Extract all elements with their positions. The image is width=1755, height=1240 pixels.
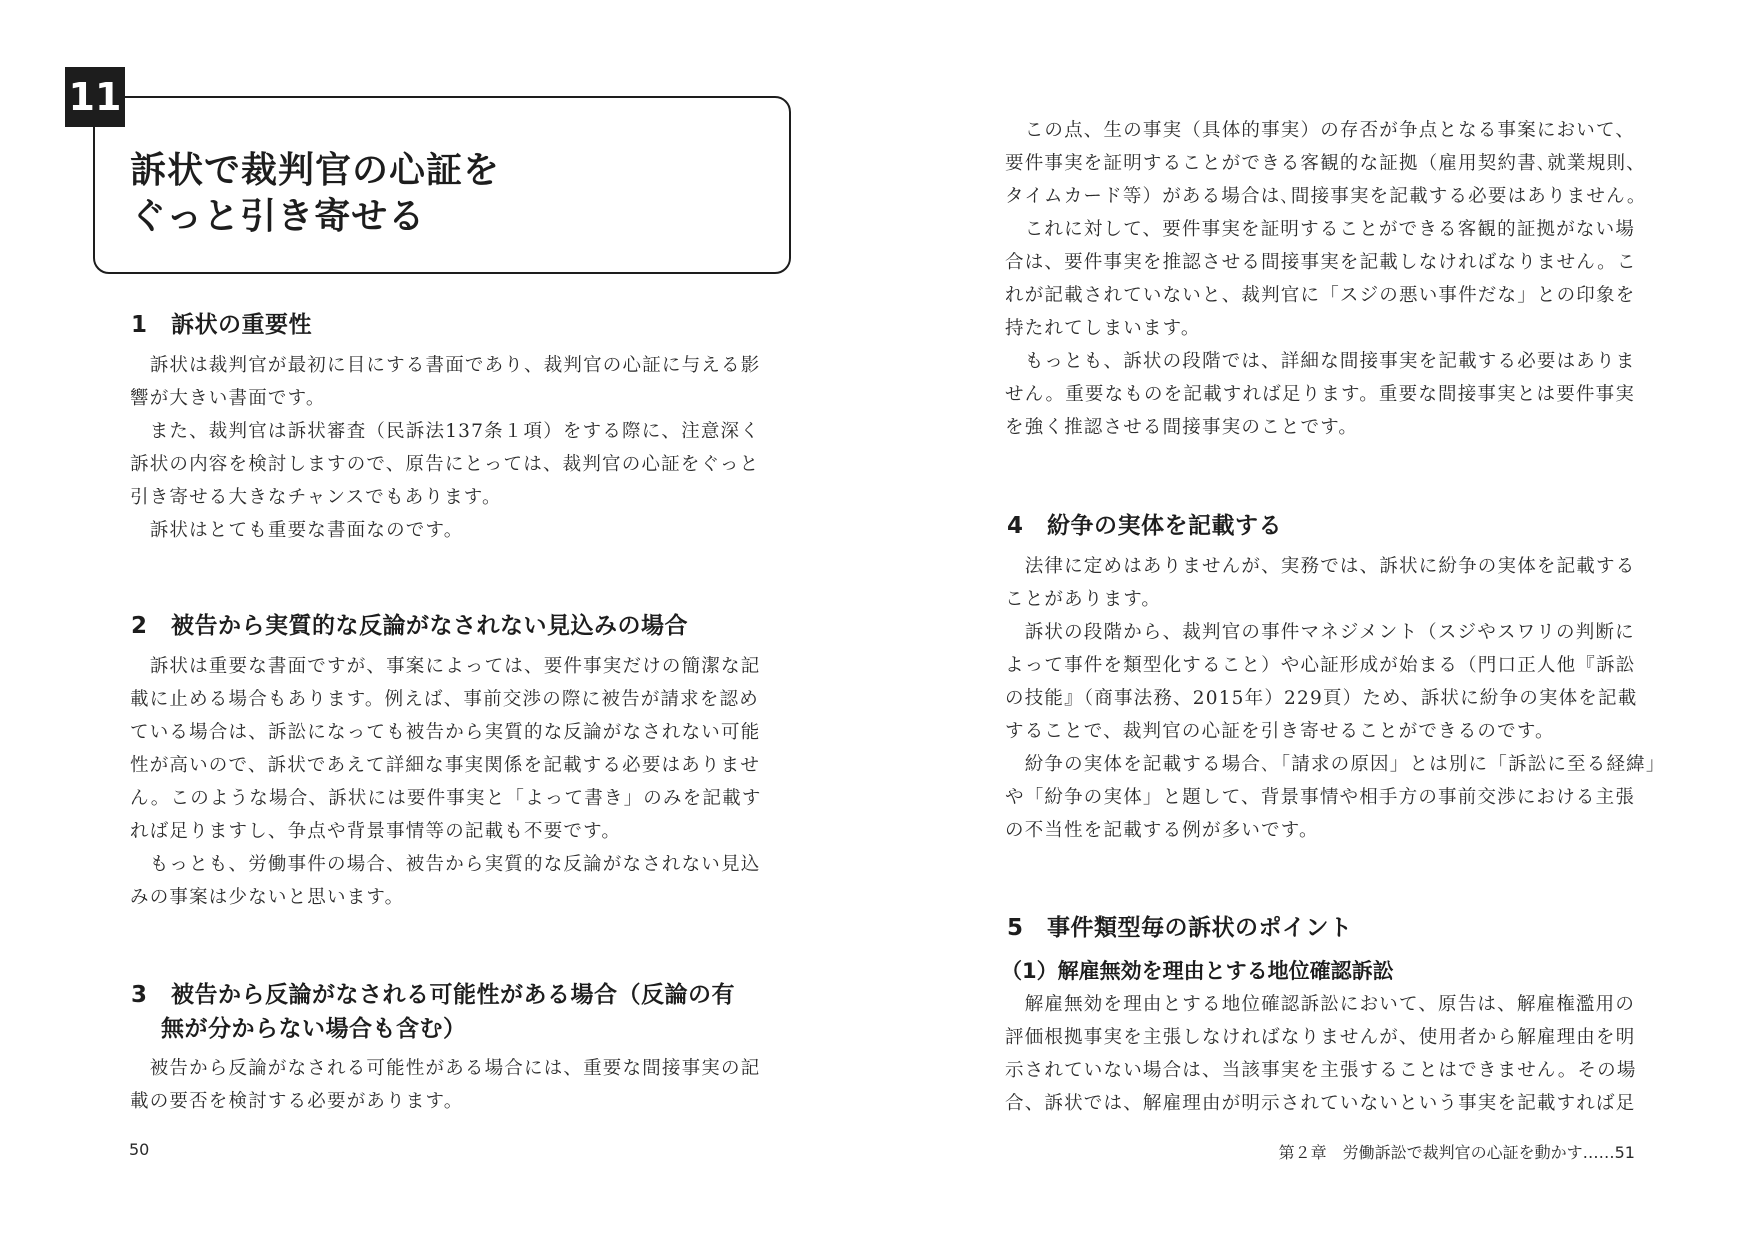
page-number-right: 第２章 労働訴訟で裁判官の心証を動かす……51 xyxy=(1278,1143,1635,1162)
section-3-heading-line-2: 無が分からない場合も含む） xyxy=(161,1016,467,1042)
text-line: ことがあります。 xyxy=(1005,589,1162,610)
text-line: ている場合は、訴訟になっても被告から実質的な反論がなされない可能 xyxy=(130,722,761,743)
page-number-left: 50 xyxy=(129,1140,150,1159)
text-line: 性が高いので、訴状であえて詳細な事実関係を記載する必要はありませ xyxy=(130,755,761,776)
text-line: 響が大きい書面です。 xyxy=(130,388,326,409)
text-line: 要件事実を証明することができる客観的な証拠（雇用契約書､就業規則、 xyxy=(1005,153,1646,174)
text-line: よって事件を類型化すること）や心証形成が始まる（門口正人他『訴訟 xyxy=(1005,655,1636,676)
text-line: 紛争の実体を記載する場合､「請求の原因」とは別に「訴訟に至る経緯」 xyxy=(1005,754,1666,775)
continuation-body xyxy=(1005,114,1647,444)
chapter-number-badge: 11 xyxy=(65,67,125,127)
text-line: 評価根拠事実を主張しなければなりませんが、使用者から解雇理由を明 xyxy=(1005,1027,1636,1048)
text-line: タイムカード等）がある場合は､間接事実を記載する必要はありません。 xyxy=(1005,186,1647,207)
section-5-subheading: （1）解雇無効を理由とする地位確認訴訟 xyxy=(1001,959,1394,983)
section-2-heading: 2 被告から実質的な反論がなされない見込みの場合 xyxy=(131,613,689,639)
text-line: もっとも、訴状の段階では、詳細な間接事実を記載する必要はありま xyxy=(1005,351,1636,372)
text-line: この点、生の事実（具体的事実）の存否が争点となる事案において、 xyxy=(1005,120,1636,141)
section-4-body xyxy=(1005,550,1666,847)
section-4-heading: 4 紛争の実体を記載する xyxy=(1007,513,1283,539)
text-line: 訴状の内容を検討しますので、原告にとっては、裁判官の心証をぐっと xyxy=(130,454,760,475)
text-line: 解雇無効を理由とする地位確認訴訟において、原告は、解雇権濫用の xyxy=(1005,994,1636,1015)
text-line: を強く推認させる間接事実のことです。 xyxy=(1005,417,1359,438)
text-line: 引き寄せる大きなチャンスでもあります。 xyxy=(130,487,502,508)
text-line: 訴状はとても重要な書面なのです。 xyxy=(130,520,464,541)
section-3-heading-line-1: 3 被告から反論がなされる可能性がある場合（反論の有 xyxy=(131,982,736,1008)
text-line: 被告から反論がなされる可能性がある場合には、重要な間接事実の記 xyxy=(130,1058,761,1079)
text-line: これに対して、要件事実を証明することができる客観的証拠がない場 xyxy=(1005,219,1636,240)
text-line: せん。重要なものを記載すれば足ります。重要な間接事実とは要件事実 xyxy=(1005,384,1636,405)
text-line: れば足りますし、争点や背景事情等の記載も不要です。 xyxy=(130,821,622,842)
text-line: の不当性を記載する例が多いです。 xyxy=(1005,820,1319,841)
left-page xyxy=(0,0,877,1240)
text-line: 載に止める場合もあります。例えば、事前交渉の際に被告が請求を認め xyxy=(130,689,759,710)
text-line: 載の要否を検討する必要があります。 xyxy=(130,1091,464,1112)
text-line: や「紛争の実体」と題して、背景事情や相手方の事前交渉における主張 xyxy=(1005,787,1636,808)
text-line: 合は、要件事実を推認させる間接事実を記載しなければなりません。こ xyxy=(1005,252,1637,273)
text-line: 訴状の段階から、裁判官の事件マネジメント（スジやスワリの判断に xyxy=(1005,622,1635,643)
section-3-body xyxy=(130,1052,760,1118)
text-line: みの事案は少ないと思います。 xyxy=(130,887,405,908)
text-line: れが記載されていないと、裁判官に「スジの悪い事件だな」との印象を xyxy=(1005,285,1636,306)
section-2-body xyxy=(130,650,762,914)
text-line: また、裁判官は訴状審査（民訴法137条１項）をする際に、注意深く xyxy=(130,421,760,442)
text-line: 訴状は重要な書面ですが、事案によっては、要件事実だけの簡潔な記 xyxy=(130,656,761,677)
text-line: の技能』（商事法務、2015年）229頁）ため、訴状に紛争の実体を記載 xyxy=(1005,688,1638,709)
right-page xyxy=(877,0,1755,1240)
page-title-line-2: ぐっと引き寄せる xyxy=(130,196,426,237)
section-1-heading: 1 訴状の重要性 xyxy=(131,312,313,338)
text-line: もっとも、労働事件の場合、被告から実質的な反論がなされない見込 xyxy=(130,854,761,875)
text-line: 持たれてしまいます。 xyxy=(1005,318,1201,339)
section-1-body xyxy=(130,349,760,547)
text-line: することで、裁判官の心証を引き寄せることができるのです。 xyxy=(1005,721,1555,742)
page-title-line-1: 訴状で裁判官の心証を xyxy=(130,150,501,191)
text-line: 法律に定めはありませんが、実務では、訴状に紛争の実体を記載する xyxy=(1005,556,1636,577)
section-5-heading: 5 事件類型毎の訴状のポイント xyxy=(1007,915,1353,941)
text-line: 合、訴状では、解雇理由が明示されていないという事実を記載すれば足 xyxy=(1005,1093,1636,1114)
text-line: 訴状は裁判官が最初に目にする書面であり、裁判官の心証に与える影 xyxy=(130,355,761,376)
section-5-body xyxy=(1005,988,1637,1120)
text-line: ん。このような場合、訴状には要件事実と「よって書き」のみを記載す xyxy=(130,788,762,809)
text-line: 示されていない場合は、当該事実を主張することはできません。その場 xyxy=(1005,1060,1637,1081)
